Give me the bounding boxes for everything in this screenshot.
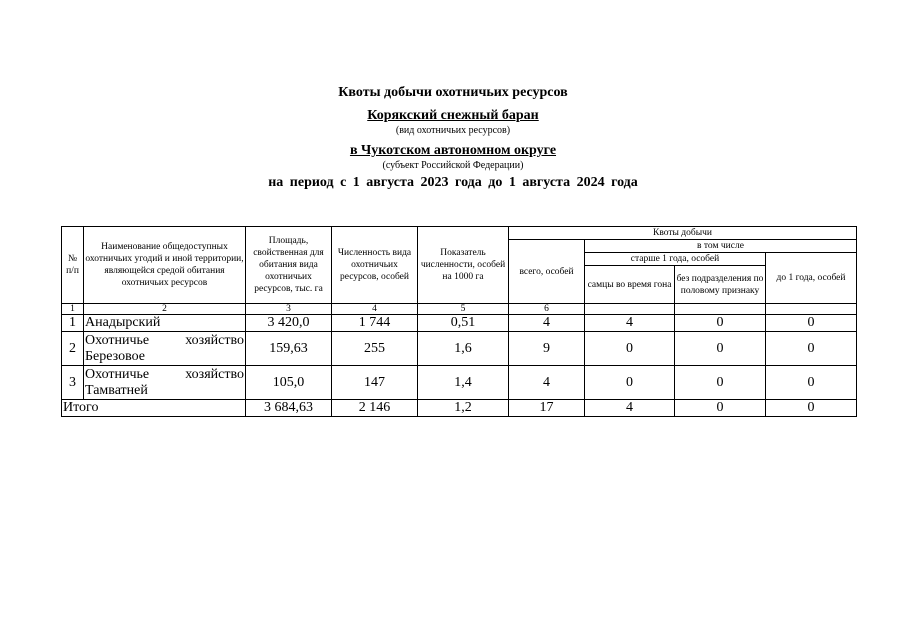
row-total: 4 — [509, 366, 585, 400]
table-row — [62, 315, 857, 332]
row-rut: 0 — [585, 366, 675, 400]
row-population: 255 — [332, 332, 418, 366]
row-name — [84, 366, 246, 400]
row-name: Анадырский — [84, 315, 246, 332]
header-population: Численность вида охотничьих ресурсов, особей — [332, 227, 418, 304]
row-area: 3 420,0 — [246, 315, 332, 332]
table-row — [62, 366, 857, 400]
row-num: 3 — [62, 366, 84, 400]
table-row — [62, 332, 857, 366]
row-name-line1: Охотничье хозяйство — [85, 332, 244, 348]
total-nosex: 0 — [675, 400, 766, 417]
row-rut: 0 — [585, 332, 675, 366]
resource-caption: (вид охотничьих ресурсов) — [395, 125, 511, 136]
colnum-empty — [585, 304, 675, 315]
row-population: 1 744 — [332, 315, 418, 332]
header-rut: самцы во время гона — [585, 266, 675, 304]
header-quota: Квоты добычи — [509, 227, 857, 240]
row-total: 9 — [509, 332, 585, 366]
row-rut: 4 — [585, 315, 675, 332]
row-name-line2: Тамватней — [85, 382, 148, 398]
row-population: 147 — [332, 366, 418, 400]
row-area: 159,63 — [246, 332, 332, 366]
colnum-2: 2 — [84, 304, 246, 315]
region-caption: (субъект Российской Федерации) — [382, 160, 524, 171]
quota-table — [61, 226, 857, 417]
row-young: 0 — [766, 315, 857, 332]
colnum-empty — [766, 304, 857, 315]
header-young: до 1 года, особей — [766, 253, 857, 304]
row-nosex: 0 — [675, 315, 766, 332]
header-nosex: без подразделения по половому признаку — [675, 266, 766, 304]
row-num: 1 — [62, 315, 84, 332]
total-young: 0 — [766, 400, 857, 417]
row-name — [84, 332, 246, 366]
row-nosex: 0 — [675, 366, 766, 400]
total-area: 3 684,63 — [246, 400, 332, 417]
total-rut: 4 — [585, 400, 675, 417]
colnum-4: 4 — [332, 304, 418, 315]
total-population: 2 146 — [332, 400, 418, 417]
period: на период с 1 августа 2023 года до 1 августа 2024 года — [268, 175, 638, 190]
row-density: 1,4 — [418, 366, 509, 400]
row-nosex: 0 — [675, 332, 766, 366]
row-name-line2: Березовое — [85, 348, 145, 364]
total-row — [62, 400, 857, 417]
header-name: Наименование общедоступных охотничьих угодий и иной территории, являющейся средой обитания охотничьих ресурсов — [84, 227, 246, 304]
colnum-6: 6 — [509, 304, 585, 315]
resource-name: Корякский снежный баран — [367, 108, 539, 123]
total-total: 17 — [509, 400, 585, 417]
header-num: № п/п — [62, 227, 84, 304]
row-young: 0 — [766, 366, 857, 400]
header-older: старше 1 года, особей — [585, 253, 766, 266]
total-label: Итого — [62, 400, 246, 417]
row-area: 105,0 — [246, 366, 332, 400]
row-name-line1: Охотничье хозяйство — [85, 366, 244, 382]
region-name: в Чукотском автономном округе — [349, 143, 557, 158]
colnum-5: 5 — [418, 304, 509, 315]
row-density: 0,51 — [418, 315, 509, 332]
colnum-3: 3 — [246, 304, 332, 315]
colnum-empty — [675, 304, 766, 315]
row-young: 0 — [766, 332, 857, 366]
header-incl: в том числе — [585, 240, 857, 253]
header-total: всего, особей — [509, 240, 585, 304]
row-num: 2 — [62, 332, 84, 366]
header-density: Показатель численности, особей на 1000 га — [418, 227, 509, 304]
colnum-1: 1 — [62, 304, 84, 315]
document-title: Квоты добычи охотничьих ресурсов — [338, 85, 568, 100]
row-total: 4 — [509, 315, 585, 332]
total-density: 1,2 — [418, 400, 509, 417]
row-density: 1,6 — [418, 332, 509, 366]
header-area: Площадь, свойственная для обитания вида охотничьих ресурсов, тыс. га — [246, 227, 332, 304]
